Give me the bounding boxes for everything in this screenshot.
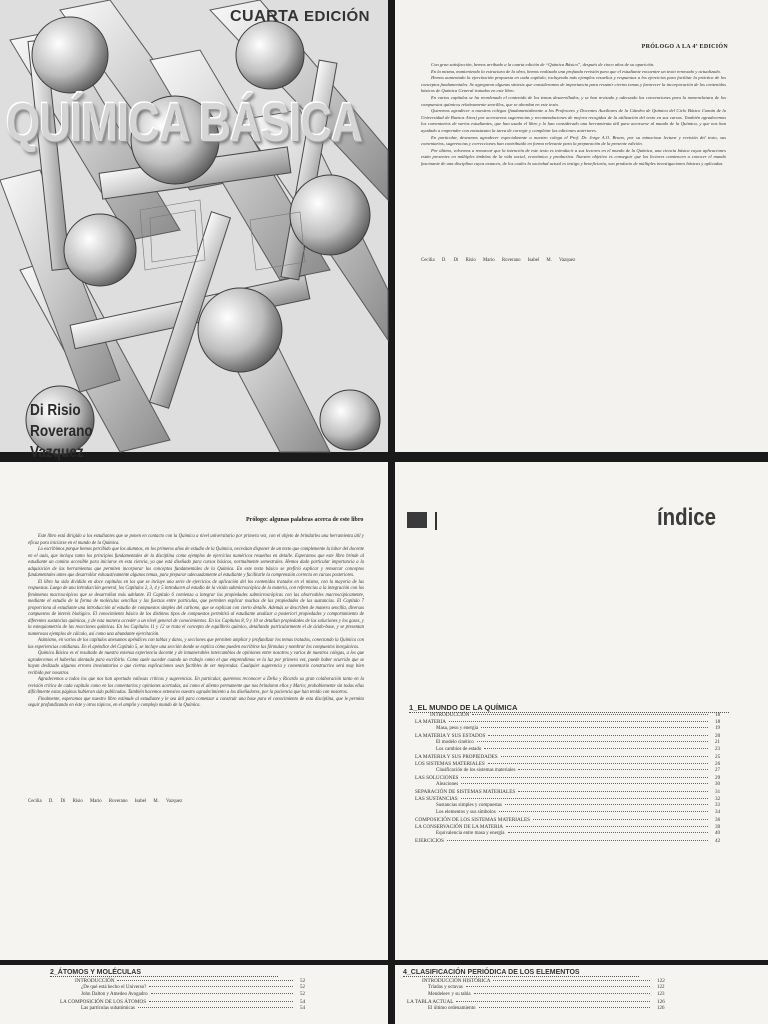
toc-entry — [415, 775, 733, 782]
table-of-contents — [407, 978, 675, 1013]
dot-leader — [149, 986, 293, 987]
toc-entry-title: Mendeleev y su tabla — [428, 992, 471, 997]
toc-entry-title: LA CONSERVACIÓN DE LA MATERIA — [415, 824, 503, 830]
dot-leader — [484, 748, 708, 749]
toc-entry — [415, 831, 733, 838]
toc-entry-title: El último ordenamiento — [428, 1006, 476, 1011]
toc-entry — [407, 978, 675, 985]
paragraph: Con gran satisfacción, hemos arribado a la cuarta edición de “Química Básica”, después de cinco años de su aparición. — [431, 62, 655, 67]
dot-leader — [488, 763, 708, 764]
toc-entry-title: ¿De qué está hecho el Universo? — [81, 985, 147, 990]
toc-entry-title: LA TABLA ACTUAL — [407, 999, 454, 1005]
dot-leader — [533, 819, 708, 820]
paragraph: Queremos agradecer a nuestros colegas (fundamentalmente a los Profesores y Docentes Auxiliares de la Cátedra de Química del Ciclo Básico Común de la Universidad de Buenos Aires) por acercarnos sugerencias y recomendaciones de mejora recogidas de la utilización del texto en sus cursos. También agradecemos los comentarios de varios estudiantes, que han usado el libro y lo han considerado una herramienta útil para acercarse al mundo de la Química, y que nos han ayudado a emprender con entusiasmo la tarea de corregir y completar las ediciones anteriores. — [421, 108, 726, 133]
toc-entry-title: INTRODUCCIÓN HISTÓRICA — [422, 978, 491, 984]
toc-entry — [415, 803, 733, 810]
toc-entry-title: John Dalton y Amedeo Avogadro — [81, 992, 148, 997]
dot-leader — [449, 721, 708, 722]
dot-leader — [508, 832, 709, 833]
toc-entry — [60, 1006, 318, 1013]
toc-entry-title: LA MATERIA Y SUS PROPIEDADES — [415, 754, 498, 760]
toc-entry-page: 33 — [715, 803, 720, 808]
toc-entry-page: 40 — [715, 831, 720, 836]
paragraph: Agradecemos a todos los que nos han aportado valiosas críticas y sugerencias. En particular, queremos reconocer a Delia y Ricardo su gran colaboración tanto en la revisión crítica de cada capítulo como en los comentarios y opiniones acertadas, así como el aliento permanente que nos brindaron ellos y Mario; probablemente sin todas ellas difícilmente estas páginas hubieran sido publicadas. También hacemos extensivo nuestro agradecimiento a los diseñadores, por la paciencia que han tenido con nosotros. — [28, 677, 364, 695]
toc-entry-page: 36 — [715, 817, 721, 823]
toc-entry-page: 52 — [300, 985, 305, 990]
toc-entry-title: EJERCICIOS — [415, 838, 444, 844]
toc-entry — [407, 985, 675, 992]
dot-leader — [466, 986, 650, 987]
chapter-heading: 1_EL MUNDO DE LA QUÍMICA — [409, 703, 729, 713]
atomium-lattice-illustration — [0, 0, 388, 452]
toc-entry-title: Los elementos y sus símbolos — [436, 810, 496, 815]
index-page — [395, 462, 768, 960]
chapter-heading: 4_CLASIFICACIÓN PERIÓDICA DE LOS ELEMENTOS — [403, 969, 639, 977]
book-title: QUÍMICA BÁSICA — [6, 92, 362, 154]
toc-entry — [415, 754, 733, 761]
toc-entry-page: 39 — [715, 824, 721, 830]
prologue-text — [421, 62, 726, 168]
toc-entry — [415, 810, 733, 817]
prologue-text — [28, 534, 364, 710]
dot-leader — [461, 798, 708, 799]
toc-entry — [415, 733, 733, 740]
toc-entry-page: 52 — [300, 978, 306, 984]
toc-entry-title: Sustancias simples y compuestas — [436, 803, 502, 808]
toc-entry-title: COMPOSICIÓN DE LOS SISTEMAS MATERIALES — [415, 817, 531, 823]
book-cover — [0, 0, 388, 461]
toc-entry — [415, 824, 733, 831]
toc-entry — [415, 838, 733, 845]
toc-entry-page: 19 — [715, 726, 720, 731]
toc-entry-page: 42 — [715, 838, 721, 844]
toc-entry — [407, 1006, 675, 1013]
toc-entry — [415, 726, 733, 733]
dot-leader — [493, 980, 650, 981]
dot-leader — [481, 727, 708, 728]
toc-entry — [415, 719, 733, 726]
toc-entry-title: El modelo cinético — [436, 740, 474, 745]
toc-entry-title: LOS SISTEMAS MATERIALES — [415, 761, 485, 767]
toc-entry-title: Los cambios de estado — [436, 747, 482, 752]
toc-entry-page: 54 — [300, 999, 306, 1005]
toc-entry — [415, 817, 733, 824]
toc-entry-title: LA MATERIA Y SUS ESTADOS — [415, 733, 486, 739]
toc-entry — [407, 992, 675, 999]
page-heading: PRÓLOGO A LA 4ª EDICIÓN — [641, 44, 728, 50]
toc-entry-page: 32 — [715, 796, 721, 802]
toc-entry — [415, 747, 733, 754]
dot-leader — [472, 714, 708, 715]
paragraph: Este libro está dirigido a los estudiantes que se ponen en contacto con la Química a nivel universitario por primera vez, con el objeto de brindarles una herramienta útil y eficaz para iniciarse en el mundo de la Química. — [28, 534, 364, 546]
author-name: Roverano — [30, 423, 93, 440]
toc-entry — [415, 789, 733, 796]
table-of-contents — [60, 978, 318, 1013]
dot-leader — [518, 769, 708, 770]
toc-entry — [60, 999, 318, 1006]
dot-leader — [499, 811, 708, 812]
toc-entry — [60, 992, 318, 999]
toc-entry-title: INTRODUCCIÓN — [430, 712, 470, 718]
toc-entry-page: 27 — [715, 768, 720, 773]
dot-leader — [479, 1007, 651, 1008]
toc-entry-title: LAS SOLUCIONES — [415, 775, 459, 781]
edition-label: CUARTA EDICIÓN — [229, 8, 370, 25]
paragraph: Asimismo, en varios de los capítulos anexamos apéndices con tablas y datos, y secciones que permiten ampliar y profundizar los temas tratados, conectando la Química con las experiencias cotidianas. En el apéndice del Capítulo 5, se incluye una sección donde se explica cómo pueden escribirse las fórmulas y nombrar los compuestos inorgánicos. — [28, 638, 364, 650]
dot-leader — [474, 993, 650, 994]
toc-entry — [60, 978, 318, 985]
paragraph: Por último, volvemos a remarcar que la intención de este texto es introducir a sus lectores en el mundo de la Química, una ciencia básica cuyas aplicaciones están presentes en múltiples ámbitos de la vida social, económica y productiva. Nuestro objetivo es conseguir que los lectores comiencen a conocer el mundo fascinante de una disciplina cuyos avances, de los cuales la sociedad actual es testigo y beneficiaria, son producto de múltiples investigaciones básicas y aplicadas. — [421, 147, 726, 166]
dot-leader — [477, 741, 708, 742]
toc-entry-page: 30 — [715, 782, 720, 787]
index-page-continued — [395, 965, 768, 1024]
paragraph: En varios capítulos se ha reordenado el contenido de los temas desarrollados, y se han revisado y adecuado las convenciones para la nomenclatura de los compuestos químicos relativamente sencillos, que se abordan en este texto. — [421, 94, 726, 107]
toc-entry-title: Equivalencia entre masa y energía — [436, 831, 505, 836]
toc-entry-page: 18 — [715, 712, 721, 718]
toc-entry — [415, 768, 733, 775]
toc-entry-title: Clasificación de los sistemas materiales — [436, 768, 516, 773]
toc-entry-title: LA COMPOSICIÓN DE LOS ÁTOMOS — [60, 999, 147, 1005]
toc-entry-title: Masa, peso y energía — [436, 726, 479, 731]
chapter-heading: 2_ÁTOMOS Y MOLÉCULAS — [50, 969, 278, 977]
paragraph: En la misma, manteniendo la estructura de la obra, hemos realizado una profunda revisión para que el estudiante encuentre un texto renovado y actualizado. — [431, 68, 722, 74]
toc-entry-page: 26 — [715, 761, 721, 767]
dot-leader — [138, 1007, 293, 1008]
toc-entry-page: 23 — [715, 747, 720, 752]
table-of-contents — [415, 712, 733, 845]
toc-entry-page: 122 — [657, 978, 665, 984]
paragraph: Finalmente, esperamos que nuestro libro estimule al estudiante y le sea útil para comenzar a construir una base para el conocimiento de esta disciplina, que le permita seguir profundizando en éste y otros tópicos, en el amplio y complejo mundo de la Química. — [28, 696, 364, 708]
dot-leader — [151, 993, 293, 994]
toc-entry-page: 52 — [300, 992, 305, 997]
toc-entry-page: 34 — [715, 810, 720, 815]
toc-entry-page: 29 — [715, 775, 721, 781]
decorative-bar — [435, 512, 437, 530]
toc-entry-title: Tríadas y octavas — [428, 985, 463, 990]
dot-leader — [501, 756, 708, 757]
toc-entry-title: Aleaciones — [436, 782, 459, 787]
toc-entry-title: INTRODUCCIÓN — [75, 978, 115, 984]
decorative-block — [407, 512, 427, 528]
toc-entry-page: 20 — [715, 733, 721, 739]
dot-leader — [461, 783, 708, 784]
paragraph: Química Básica es el resultado de nuestra extensa experiencia docente y de innumerables intercambios de opiniones entre nosotros y varios de nuestros colegas, a los que agradecemos el haberlas alentado para escribirlo. Como suele suceder cuando un trabajo como el que emprendimos ve la luz por primera vez, puede haber ocurrido que se hayan deslizado algunos errores involuntarios o que ciertas explicaciones sean factibles de ser mejoradas. Cualquier sugerencia y comentario constructivo será muy bien recibido por nosotros. — [28, 651, 364, 676]
toc-entry-title: Las partículas subatómicas — [81, 1006, 135, 1011]
dot-leader — [117, 980, 293, 981]
author-name: Di Risio — [30, 402, 81, 419]
toc-entry-title: LAS SUSTANCIAS — [415, 796, 458, 802]
paragraph: En particular, deseamos agradecer especialmente a nuestro colega el Prof. Dr. Jorge A.O. Bruno, por su minuciosa lectura y revisión del texto, sus comentarios, sugerencias y correcciones han contribuido en forma relevante para la preparación de la presente edición. — [421, 134, 726, 147]
toc-entry-page: 126 — [657, 999, 665, 1005]
toc-entry-page: 21 — [715, 740, 720, 745]
dot-leader — [456, 1001, 650, 1002]
index-title: índice — [657, 504, 716, 531]
dot-leader — [518, 791, 708, 792]
dot-leader — [447, 840, 708, 841]
toc-entry-title: SEPARACIÓN DE SISTEMAS MATERIALES — [415, 789, 516, 795]
cover-authors — [30, 400, 93, 463]
toc-entry — [415, 782, 733, 789]
paragraph: Lo escribimos porque hemos percibido que los alumnos, en los primeros años de estudio de la Química, necesitan disponer de un texto que complemente la labor del docente en el aula, que incluya tanto los principios fundamentales de la disciplina como ejemplos de ejercicios numéricos resueltos en detalle. Esperamos que este libro brinde al estudiante un camino accesible para iniciarse en esta ciencia, ya que está diseñado para cursos básicos, normalmente semestrales. Hemos dado particular importancia a la adquisición de las herramientas que permiten incorporar los conceptos fundamentales de la Química. En este texto básico se prefirió explicar y remarcar conceptos fundamentales antes que desarrollar exhaustivamente algunos temas, para preparar adecuadamente al estudiante y facilitarle la comprensión correcta en cursos posteriores. — [28, 547, 364, 578]
paragraph: Hemos aumentado la ejercitación propuesta en cada capítulo, incluyendo más ejemplos resueltos y respuestas a los ejercicios para facilitar la práctica de los conceptos fundamentales. Se agregaron algunas síntesis que consideramos de importancia para resumir ciertos temas y favorecer la incorporación de los contenidos básicos de Química General tratados en este libro. — [421, 75, 726, 94]
author-name: Vazquez — [30, 444, 84, 461]
toc-entry-title: LA MATERIA — [415, 719, 446, 725]
toc-entry-page: 126 — [657, 1006, 665, 1011]
toc-entry — [60, 985, 318, 992]
signature: Cecilia D. Di Risio Mario Roverano Isabel M. Vazquez — [421, 258, 576, 263]
toc-entry — [415, 796, 733, 803]
prologue-4th-edition-page — [395, 0, 768, 452]
toc-entry — [415, 712, 733, 719]
signature: Cecilia D. Di Risio Mario Roverano Isabel M. Vazquez — [28, 799, 183, 804]
toc-entry-page: 31 — [715, 789, 721, 795]
toc-entry-page: 18 — [715, 719, 721, 725]
dot-leader — [488, 735, 708, 736]
toc-entry-page: 25 — [715, 754, 721, 760]
toc-entry-page: 122 — [657, 985, 665, 990]
index-page-continued — [0, 965, 388, 1024]
page-heading: Prólogo: algunas palabras acerca de este libro — [246, 517, 364, 523]
paragraph: El libro ha sido dividido en doce capítulos en los que se incluye una serie de ejercicios de aplicación del los contenidos tratados en el mismo, con la mayoría de las respuestas. Luego de una introducción general, los Capítulos 2, 3, 4 y 5 introducen al estudio de la visión submicroscópica de la materia, con referencias a la integración con los fenómenos macroscópicos que se desarrollan más adelante. El Capítulo 6 comienza a integrar las propiedades submicroscópicas con las observables macroscópicamente, mediante el estudio de la forma de moléculas sencillas y las fuerzas entre partículas, que permiten explicar muchas de las propiedades de las sustancias. El Capítulo 7 proporciona al estudiante una introducción al estudio de compuestos simples del carbono, que se explican con cierto detalle. Además se describen de manera sencilla, diversos compuestos de interés biológico. El conocimiento básico de los distintos tipos de compuestos permitirá al estudiante analizar a posteriori propiedades y comportamiento de diferentes sustancias químicas, y de esta manera acceder a un nivel general de conocimientos. En los Capítulos 8, 9 y 10 se detallan propiedades de las soluciones y los gases, y la estequiometría de las reacciones químicas. En los Capítulos 11 y 12 se trata el concepto de equilibrio químico, detallando particularmente el de ácido-base, y se presentan numerosos ejemplos de cálculo, así como una abundante ejercitación. — [28, 579, 364, 637]
toc-entry-page: 54 — [300, 1006, 305, 1011]
dot-leader — [461, 777, 708, 778]
dot-leader — [149, 1001, 293, 1002]
dot-leader — [505, 804, 708, 805]
toc-entry — [415, 761, 733, 768]
dot-leader — [506, 826, 708, 827]
toc-entry — [407, 999, 675, 1006]
toc-entry-page: 123 — [657, 992, 665, 997]
toc-entry — [415, 740, 733, 747]
prologue-page — [0, 462, 388, 960]
